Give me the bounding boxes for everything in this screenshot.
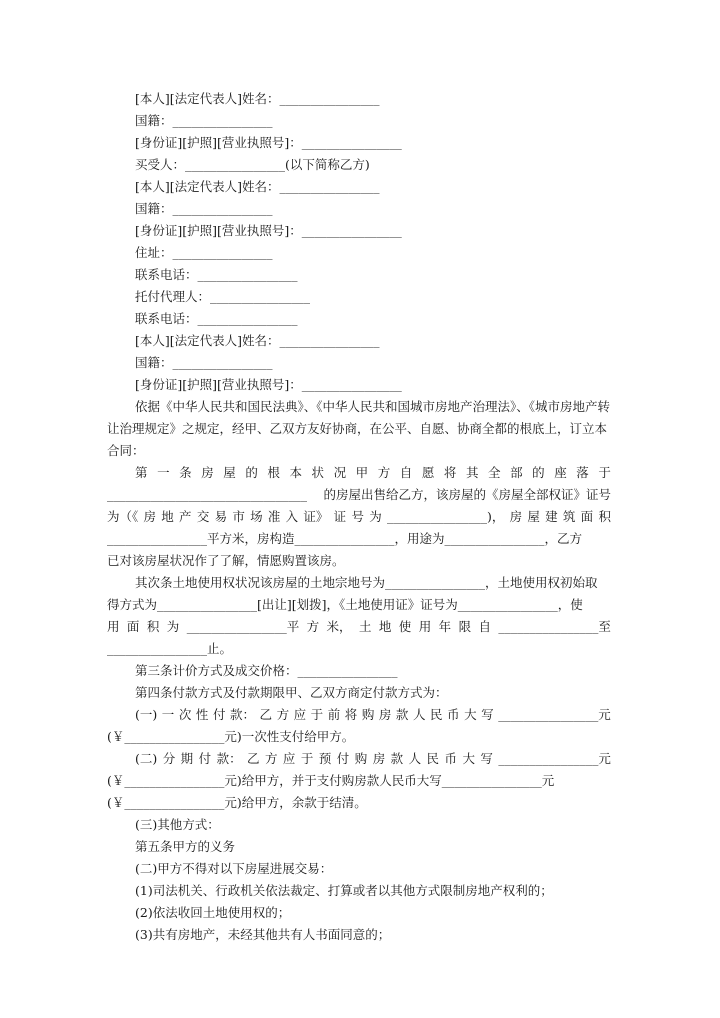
- article-1-line-2: [107, 487, 611, 503]
- text-token: 甲: [355, 465, 369, 480]
- text-token: 预: [318, 751, 332, 766]
- text-token: 土: [358, 619, 372, 634]
- text-token: 筑: [562, 509, 576, 524]
- preamble-line-1: 依据《中华人民共和国民法典》、《中华人民共和国城市房地产治理法》、《城市房地产转: [135, 399, 611, 414]
- text-token: 全: [488, 465, 501, 480]
- text-token: 年: [438, 619, 452, 634]
- article-4-title: 第四条付款方式及付款期限甲、乙双方商定付款方式为：: [135, 685, 448, 700]
- text-token: 乙: [259, 707, 273, 722]
- text-token: 房: [509, 509, 523, 524]
- text-token: 地: [161, 509, 174, 524]
- text-token: 购: [361, 707, 375, 722]
- payment-2-line-1: [135, 751, 611, 767]
- payment-3: (三)其他方式：: [135, 817, 220, 832]
- text-token: 积: [146, 619, 160, 634]
- text-token: 证》: [303, 509, 329, 524]
- payment-1-line-2: (￥________________元)一次性支付给甲方。: [107, 729, 355, 744]
- text-token: 部: [510, 465, 523, 480]
- text-token: ________________________________: [107, 487, 307, 502]
- text-token: 人: [408, 751, 422, 766]
- text-token: 的房屋出售给乙方，该房屋的《房屋全部权证》证号: [323, 487, 611, 502]
- text-token: 款：: [216, 751, 242, 766]
- text-token: 前: [327, 707, 341, 722]
- text-token: 使: [398, 619, 412, 634]
- text-token: 积: [598, 509, 611, 524]
- agent-rep-name-line: [本人][法定代表人]姓名：________________: [135, 333, 380, 348]
- preamble-line-3: 合同：: [107, 443, 145, 458]
- agent-nationality-line: 国籍：________________: [135, 355, 273, 370]
- text-token: 入: [285, 509, 299, 524]
- text-token: 的: [245, 465, 258, 480]
- buyer-rep-name-line: [本人][法定代表人]姓名：________________: [135, 179, 380, 194]
- text-token: (二): [135, 751, 158, 766]
- agent-id-line: [身份证][护照][营业执照号]：________________: [135, 377, 402, 392]
- text-token: 房: [378, 707, 392, 722]
- text-token: 币: [444, 751, 458, 766]
- text-token: 分: [162, 751, 176, 766]
- text-token: 的: [532, 465, 545, 480]
- article-5-sub-2: (2)依法收回土地使用权的；: [135, 905, 291, 920]
- text-token: 民: [430, 707, 443, 722]
- article-2-line-3: [107, 619, 611, 635]
- buyer-phone-line: 联系电话：________________: [135, 267, 298, 282]
- article-5-sub-3: (3)共有房地产，未经其他共有人书面同意的；: [135, 927, 391, 942]
- payment-2-line-2: [107, 773, 611, 789]
- article-5-title: 第五条甲方的义务: [135, 839, 236, 854]
- text-token: 付: [336, 751, 350, 766]
- text-token: 交: [196, 509, 210, 524]
- text-token: 将: [443, 465, 457, 480]
- text-token: 次: [178, 707, 192, 722]
- text-token: 一: [161, 707, 175, 722]
- text-token: 于: [300, 751, 314, 766]
- text-token: 为（《: [107, 509, 139, 524]
- article-1-line-3: [107, 509, 611, 525]
- text-token: ________________)，: [386, 509, 505, 524]
- text-token: 方: [264, 751, 278, 766]
- text-token: 屋: [527, 509, 540, 524]
- article-5-item-2: (二)甲方不得对以下房屋进展交易：: [135, 861, 333, 876]
- text-token: 状: [311, 465, 325, 480]
- text-token: ________________元: [498, 707, 611, 722]
- text-token: 付: [198, 751, 212, 766]
- text-token: 易: [214, 509, 228, 524]
- text-token: 款: [390, 751, 404, 766]
- text-token: 地: [378, 619, 392, 634]
- seller-id-line: [身份证][护照][营业执照号]：________________: [135, 135, 402, 150]
- text-token: 付: [212, 707, 226, 722]
- text-token: 房: [143, 509, 157, 524]
- text-token: 大: [462, 751, 475, 766]
- buyer-line: 买受人：________________(以下简称乙方): [135, 157, 370, 172]
- text-token: 房: [201, 465, 214, 480]
- agent-phone-line: 联系电话：________________: [135, 311, 298, 326]
- article-2-line-2: [107, 597, 611, 613]
- text-token: 号: [351, 509, 364, 524]
- payment-2-line-3: (￥________________元)给甲方，余款于结清。: [107, 795, 367, 810]
- text-token: 为: [166, 619, 180, 634]
- text-token: 写: [481, 707, 494, 722]
- article-1-line-4: [107, 531, 611, 547]
- text-token: 自: [399, 465, 413, 480]
- text-token: 座: [554, 465, 567, 480]
- text-token: 于: [598, 465, 611, 480]
- text-token: 期: [180, 751, 194, 766]
- text-token: 本: [289, 465, 302, 480]
- text-token: 应: [293, 707, 307, 722]
- article-1-line-5: 已对该房屋状况作了了解，情愿购置该房。: [107, 553, 345, 568]
- text-token: 将: [344, 707, 358, 722]
- text-token: 其: [465, 465, 479, 480]
- text-token: 民: [426, 751, 440, 766]
- text-token: 用: [418, 619, 432, 634]
- text-token: 写: [480, 751, 493, 766]
- text-token: ________________元: [498, 751, 611, 766]
- text-token: 市: [232, 509, 245, 524]
- text-token: 米，: [326, 619, 352, 634]
- text-token: 用: [107, 619, 120, 634]
- text-token: (￥________________元)给甲方，并于支付购房款人民币大写________________元: [107, 773, 555, 788]
- text-token: 况: [333, 465, 347, 480]
- text-token: 人: [412, 707, 426, 722]
- text-token: 落: [576, 465, 589, 480]
- text-token: 自: [478, 619, 491, 634]
- text-token: 面: [580, 509, 594, 524]
- article-2-line-4: ________________止。: [107, 641, 233, 656]
- text-token: 房: [372, 751, 386, 766]
- text-token: (一): [135, 707, 158, 722]
- buyer-id-line: [身份证][护照][营业执照号]：________________: [135, 223, 402, 238]
- text-token: 方: [306, 619, 320, 634]
- article-2-line-1: [135, 575, 611, 591]
- text-token: 准: [267, 509, 281, 524]
- text-token: 方: [377, 465, 391, 480]
- seller-nationality-line: 国籍：________________: [135, 113, 273, 128]
- text-token: 购: [354, 751, 368, 766]
- text-token: 面: [126, 619, 140, 634]
- text-token: 为: [369, 509, 382, 524]
- text-token: 产: [179, 509, 192, 524]
- article-1-line-1: [135, 465, 611, 481]
- text-token: ________________平方米，房构造________________，用途为________________，乙方: [107, 531, 583, 546]
- text-token: 限: [458, 619, 472, 634]
- text-token: 建: [545, 509, 558, 524]
- text-token: 应: [282, 751, 296, 766]
- text-token: 场: [250, 509, 263, 524]
- buyer-address-line: 住址：________________: [135, 245, 273, 260]
- text-token: 方: [276, 707, 290, 722]
- text-token: 其次条土地使用权状况该房屋的土地宗地号为________________，土地使用权初始取: [135, 575, 598, 590]
- text-token: 屋: [223, 465, 236, 480]
- text-token: 条: [179, 465, 192, 480]
- article-3: 第三条计价方式及成交价格：________________: [135, 663, 398, 678]
- text-token: 币: [447, 707, 460, 722]
- text-token: 愿: [421, 465, 435, 480]
- buyer-nationality-line: 国籍：________________: [135, 201, 273, 216]
- text-token: 根: [267, 465, 280, 480]
- text-token: 证: [333, 509, 347, 524]
- text-token: 于: [310, 707, 324, 722]
- text-token: ________________至: [498, 619, 611, 634]
- article-5-sub-1: (1)司法机关、行政机关依法裁定、打算或者以其他方式限制房地产权利的；: [135, 883, 553, 898]
- text-token: 得方式为________________[出让][划拨]，《土地使用证》证号为________________，使: [107, 597, 583, 612]
- payment-1-line-1: [135, 707, 611, 723]
- text-token: 性: [195, 707, 209, 722]
- agent-line: 托付代理人：________________: [135, 289, 311, 304]
- seller-rep-name-line: [本人][法定代表人]姓名：________________: [135, 91, 380, 106]
- text-token: 大: [464, 707, 477, 722]
- text-token: ________________平: [186, 619, 300, 634]
- text-token: 乙: [247, 751, 260, 766]
- text-token: 第: [135, 465, 148, 480]
- preamble-line-2: 让治理规定》之规定，经甲、乙双方友好协商，在公平、自愿、协商全都的根底上，订立本: [107, 421, 608, 436]
- text-token: 款：: [229, 707, 255, 722]
- text-token: 款: [395, 707, 409, 722]
- text-token: 一: [157, 465, 170, 480]
